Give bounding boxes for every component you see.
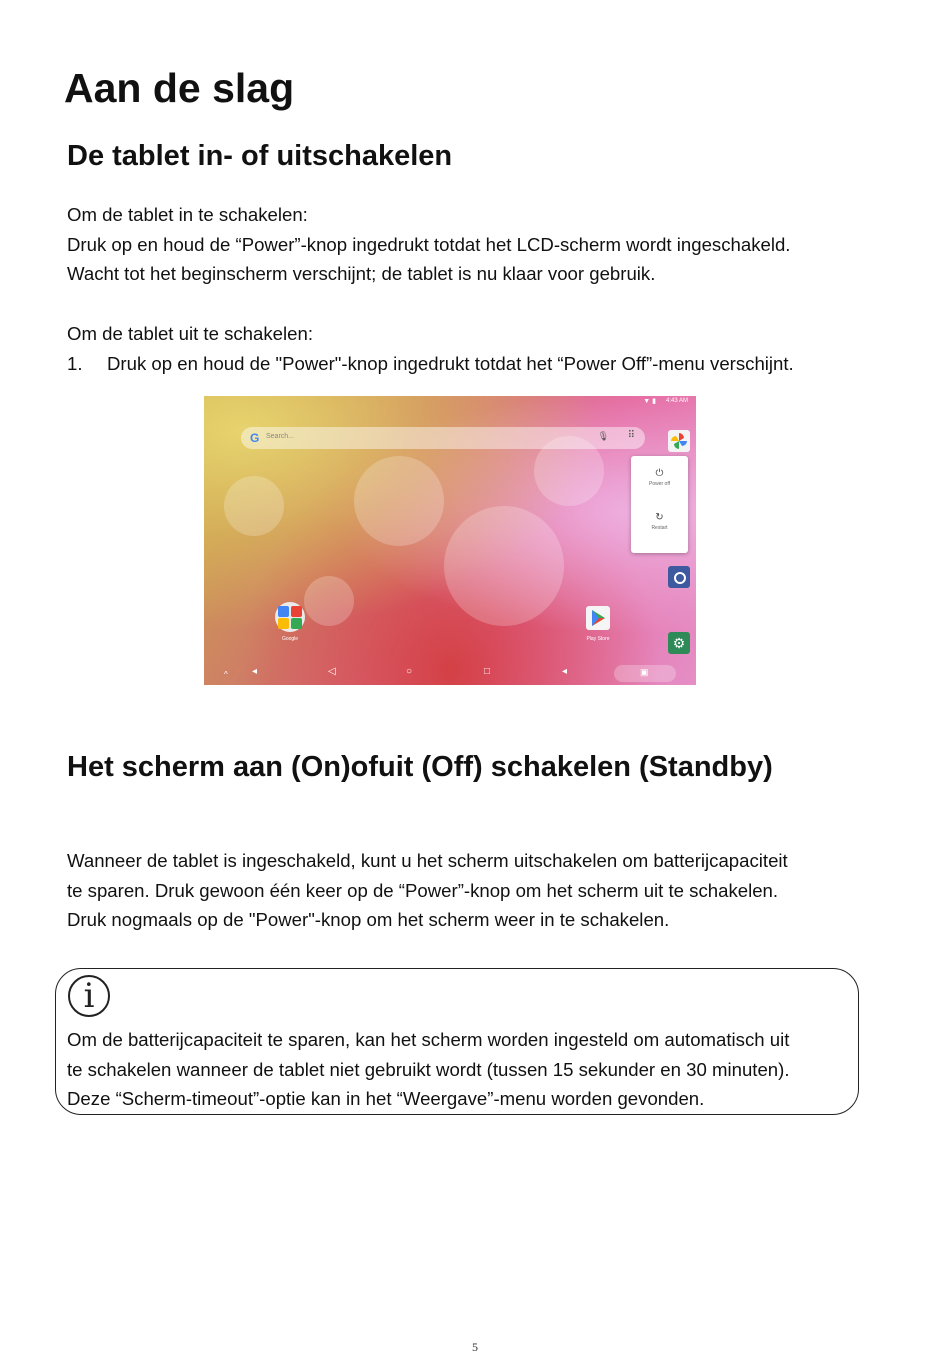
page-number: 5 xyxy=(472,1340,478,1354)
step-number: 1. xyxy=(67,352,83,374)
power-on-step-1: Druk op en houd de “Power”-knop ingedrukt totdat het LCD-scherm wordt ingeschakeld. xyxy=(67,233,791,255)
info-note-text xyxy=(67,1025,790,1114)
wallpaper-bubble xyxy=(224,476,284,536)
play-store-icon[interactable] xyxy=(586,606,610,630)
tablet-screenshot xyxy=(204,396,696,685)
chevron-up-icon[interactable]: ^ xyxy=(224,670,228,679)
page-title: Aan de slag xyxy=(64,65,295,111)
search-placeholder: Search... xyxy=(266,433,295,440)
info-icon: i xyxy=(68,975,110,1017)
folder-app-icon xyxy=(291,606,302,617)
section-heading-standby: Het scherm aan (On)ofuit (Off) schakelen (Standby) xyxy=(67,751,773,783)
standby-line: te sparen. Druk gewoon één keer op de “Power”-knop om het scherm uit te schakelen. xyxy=(67,879,779,901)
folder-app-icon xyxy=(278,606,289,617)
screenshot-icon: ▣ xyxy=(640,667,649,677)
wifi-battery-icon: ▼ ▮ xyxy=(643,398,656,405)
restart-icon: ↻ xyxy=(655,512,664,523)
app-grid-icon[interactable]: ⠿ xyxy=(627,430,635,441)
wallpaper-bubble xyxy=(444,506,564,626)
wallpaper-bubble xyxy=(354,456,444,546)
note-line: te schakelen wanneer de tablet niet gebruikt wordt (tussen 15 sekunder en 30 minuten). xyxy=(67,1058,790,1080)
standby-line: Wanneer de tablet is ingeschakeld, kunt u het scherm uitschakelen om batterijcapaciteit xyxy=(67,850,788,871)
volume-down-icon[interactable]: ◂ xyxy=(252,666,258,677)
status-time: 4:43 AM xyxy=(665,398,688,404)
wallpaper-bubble xyxy=(304,576,354,626)
note-line: Om de batterijcapaciteit te sparen, kan het scherm worden ingesteld om automatisch uit xyxy=(67,1029,790,1050)
folder-app-icon xyxy=(291,618,302,629)
power-off-instructions xyxy=(67,319,794,378)
power-on-step-2: Wacht tot het beginscherm verschijnt; de tablet is nu klaar voor gebruik. xyxy=(67,263,656,285)
power-on-instructions xyxy=(67,200,790,289)
power-on-intro: Om de tablet in te schakelen: xyxy=(67,204,308,225)
navigation-bar xyxy=(204,662,696,685)
standby-line: Druk nogmaals op de "Power"-knop om het scherm weer in te schakelen. xyxy=(67,909,670,931)
note-line: Deze “Scherm-timeout”-optie kan in het “Weergave”-menu worden gevonden. xyxy=(67,1088,705,1110)
volume-up-icon[interactable]: ◂ xyxy=(562,666,568,677)
google-folder-label: Google xyxy=(281,636,299,642)
back-icon[interactable]: ◁ xyxy=(328,666,336,677)
power-off-intro: Om de tablet uit te schakelen: xyxy=(67,323,313,344)
home-icon[interactable]: ○ xyxy=(406,666,413,677)
power-menu xyxy=(631,456,688,553)
standby-instructions xyxy=(67,846,788,935)
google-g-icon: G xyxy=(250,431,260,445)
photos-icon[interactable] xyxy=(668,430,690,452)
section-heading-power: De tablet in- of uitschakelen xyxy=(67,140,453,172)
restart-label: Restart xyxy=(651,525,668,531)
power-off-step xyxy=(67,349,794,379)
screenshot-button[interactable] xyxy=(614,665,676,682)
power-off-option[interactable] xyxy=(631,468,688,488)
play-store-label: Play Store xyxy=(586,636,610,642)
mic-icon[interactable]: 🎙 xyxy=(597,431,609,441)
status-bar xyxy=(204,396,696,408)
search-bar[interactable] xyxy=(241,427,645,449)
recents-icon[interactable]: □ xyxy=(484,666,491,677)
power-icon: ⏻ xyxy=(655,468,664,479)
google-folder-icon[interactable] xyxy=(275,602,305,632)
restart-option[interactable] xyxy=(631,512,688,532)
power-off-label: Power off xyxy=(648,481,671,487)
folder-app-icon xyxy=(278,618,289,629)
step-text: Druk op en houd de "Power"-knop ingedrukt totdat het “Power Off”-menu verschijnt. xyxy=(107,352,794,374)
camera-icon[interactable] xyxy=(668,566,690,588)
settings-icon[interactable]: ⚙ xyxy=(668,632,690,654)
